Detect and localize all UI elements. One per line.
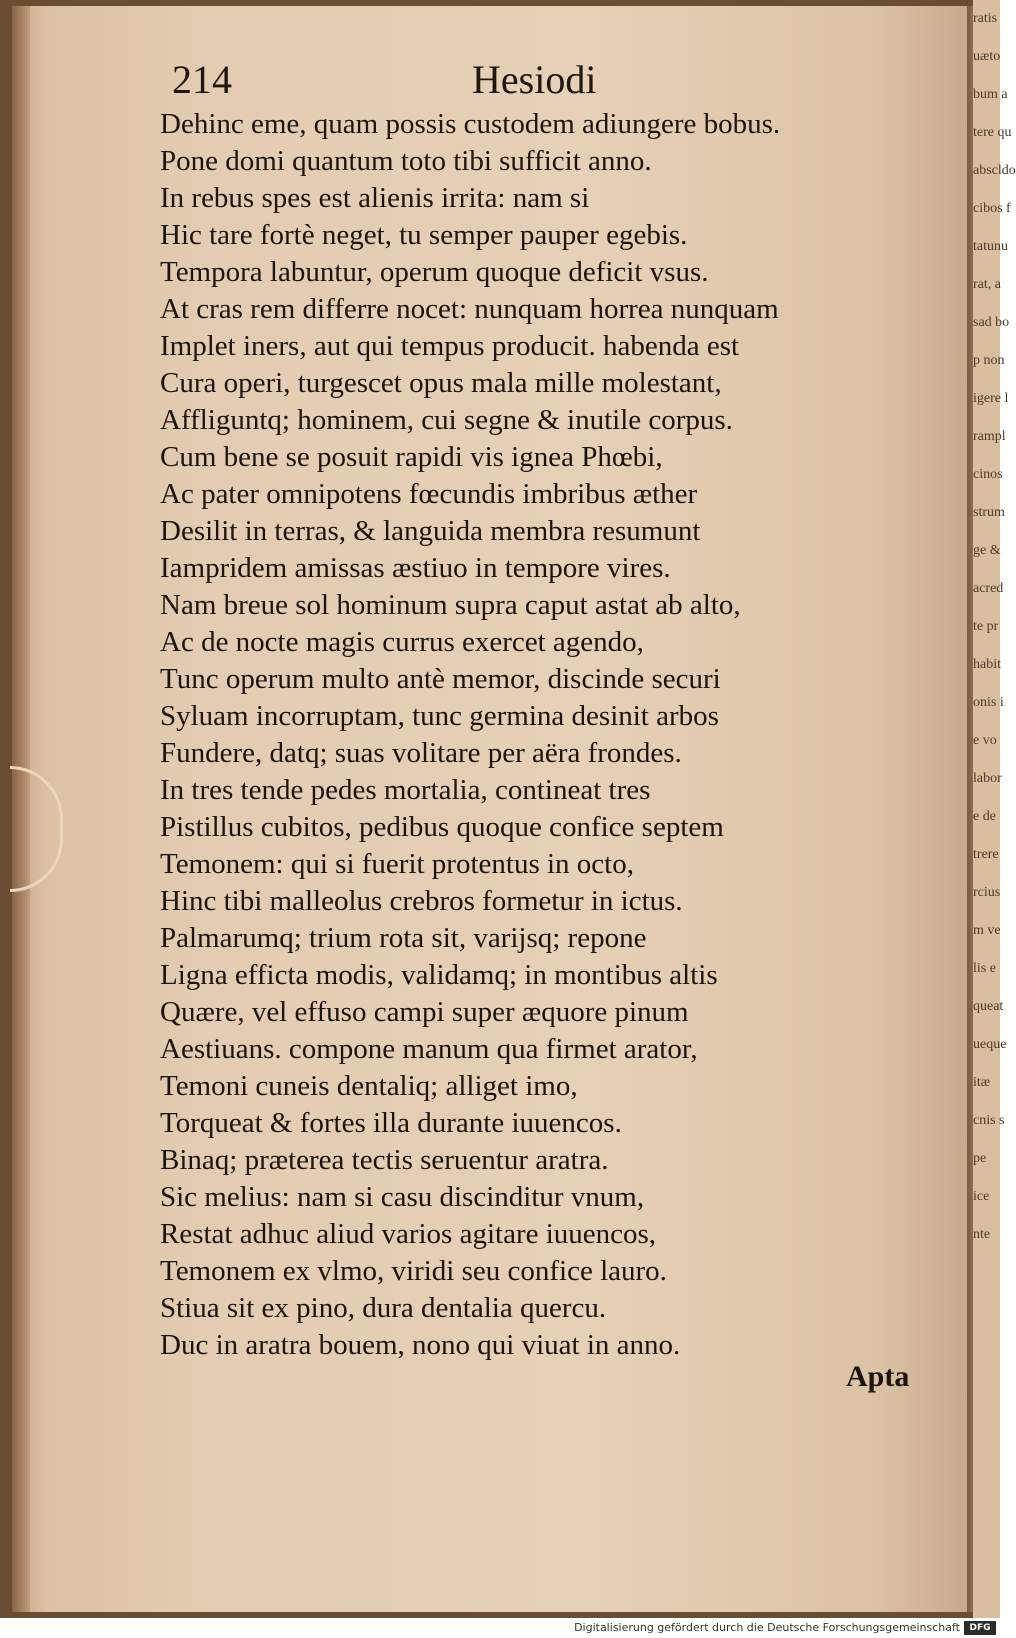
funding-credit: Digitalisierung gefördert durch die Deutsche Forschungsgemeinschaft [574, 1621, 960, 1634]
text-line: Ligna efficta modis, validamq; in montibus altis [160, 959, 718, 991]
dfg-logo: DFG [964, 1621, 996, 1635]
text-line: In rebus spes est alienis irrita: nam si [160, 182, 590, 214]
adjacent-page-fragment: rcius [973, 885, 1001, 900]
adjacent-page-fragment: e vo [973, 733, 997, 748]
text-line: Binaq; præterea tectis seruentur aratra. [160, 1144, 609, 1176]
text-line: Temonem: qui si fuerit protentus in octo, [160, 848, 634, 880]
adjacent-page-fragment: m ve [973, 923, 1001, 938]
footer [0, 1618, 1000, 1638]
text-line: Nam breue sol hominum supra caput astat ab alto, [160, 589, 741, 621]
text-line: Dehinc eme, quam possis custodem adiungere bobus. [160, 108, 781, 140]
adjacent-page-fragment: igere l [973, 391, 1009, 406]
page-number: 214 [172, 57, 232, 102]
adjacent-page-fragment: bum a [973, 87, 1008, 102]
adjacent-page-fragment: tere qu [973, 125, 1012, 140]
adjacent-page-fragment: queat [973, 999, 1004, 1014]
text-line: Pone domi quantum toto tibi sufficit anno. [160, 145, 652, 177]
adjacent-page-fragment: ice [973, 1189, 990, 1204]
text-line: Temoni cuneis dentaliq; alliget imo, [160, 1070, 578, 1102]
text-line: Torqueat & fortes illa durante iuuencos. [160, 1107, 622, 1139]
adjacent-page-fragment: tatunu [973, 239, 1008, 254]
adjacent-page-fragment: sad bo [973, 315, 1010, 330]
running-title: Hesiodi [472, 57, 597, 102]
text-line: Quære, vel effuso campi super æquore pinum [160, 996, 689, 1028]
adjacent-page-fragment: te pr [973, 619, 999, 634]
adjacent-page-fragment: abscldo [973, 163, 1016, 178]
adjacent-page-fragment: habit [973, 657, 1001, 672]
text-line: Implet iners, aut qui tempus producit. habenda est [160, 330, 740, 362]
text-line: Palmarumq; trium rota sit, varijsq; repone [160, 922, 647, 954]
text-line: Affliguntq; hominem, cui segne & inutile corpus. [160, 404, 733, 436]
adjacent-page-fragment: ueque [973, 1037, 1007, 1052]
text-line: Tempora labuntur, operum quoque deficit vsus. [160, 256, 709, 288]
text-line: Desilit in terras, & languida membra resumunt [160, 515, 701, 547]
text-line: Pistillus cubitos, pedibus quoque confice septem [160, 811, 724, 843]
text-line: Stiua sit ex pino, dura dentalia quercu. [160, 1292, 607, 1324]
adjacent-page-fragment: nte [973, 1227, 991, 1242]
catchword: Apta [846, 1360, 910, 1393]
text-line: Ac de nocte magis currus exercet agendo, [160, 626, 644, 658]
adjacent-page-fragment: e de [973, 809, 996, 824]
adjacent-page-fragment: trere [973, 847, 999, 862]
text-line: Sic melius: nam si casu discinditur vnum, [160, 1181, 645, 1213]
adjacent-page-fragment: lis e [973, 961, 996, 976]
adjacent-page-fragment: cnis s [973, 1113, 1005, 1128]
adjacent-page-fragment: ge & [973, 543, 1001, 558]
adjacent-page-fragment: strum [973, 505, 1005, 520]
text-line: Hic tare fortè neget, tu semper pauper egebis. [160, 219, 688, 251]
adjacent-page-fragment: pe [973, 1151, 987, 1166]
text-line: Fundere, datq; suas volitare per aëra frondes. [160, 737, 682, 769]
text-line: Aestiuans. compone manum qua firmet arator, [160, 1033, 698, 1065]
text-line: In tres tende pedes mortalia, contineat tres [160, 774, 651, 806]
adjacent-page-fragment: uæto [973, 49, 1001, 64]
adjacent-page-fragment: itæ [973, 1075, 991, 1090]
text-line: Cum bene se posuit rapidi vis ignea Phœbi, [160, 441, 663, 473]
adjacent-page-strip [973, 0, 1016, 1618]
text-line: At cras rem differre nocet: nunquam horrea nunquam [160, 293, 779, 325]
adjacent-page-fragment: labor [973, 771, 1002, 786]
text-line: Duc in aratra bouem, nono qui viuat in anno. [160, 1329, 681, 1361]
text-line: Restat adhuc aliud varios agitare iuuencos, [160, 1218, 657, 1250]
adjacent-page-fragment: onis i [973, 695, 1004, 710]
adjacent-page-fragment: ratis [973, 11, 998, 26]
text-line: Tunc operum multo antè memor, discinde securi [160, 663, 721, 695]
text-line: Syluam incorruptam, tunc germina desinit arbos [160, 700, 719, 732]
text-line: Cura operi, turgescet opus mala mille molestant, [160, 367, 722, 399]
adjacent-page-fragment: p non [973, 353, 1005, 368]
adjacent-page-fragment: cinos [973, 467, 1003, 482]
adjacent-page-fragment: cibos f [973, 201, 1011, 216]
adjacent-page-fragment: rat, a [973, 277, 1001, 292]
adjacent-page-fragment: rampl [973, 429, 1006, 444]
clasp-ring [10, 766, 63, 892]
text-line: Ac pater omnipotens fœcundis imbribus æther [160, 478, 698, 510]
text-line: Iampridem amissas æstiuo in tempore vires. [160, 552, 671, 584]
text-line: Temonem ex vlmo, viridi seu confice lauro. [160, 1255, 667, 1287]
poem-text [160, 106, 930, 1364]
text-line: Hinc tibi malleolus crebros formetur in ictus. [160, 885, 683, 917]
adjacent-page-fragment: acred [973, 581, 1004, 596]
